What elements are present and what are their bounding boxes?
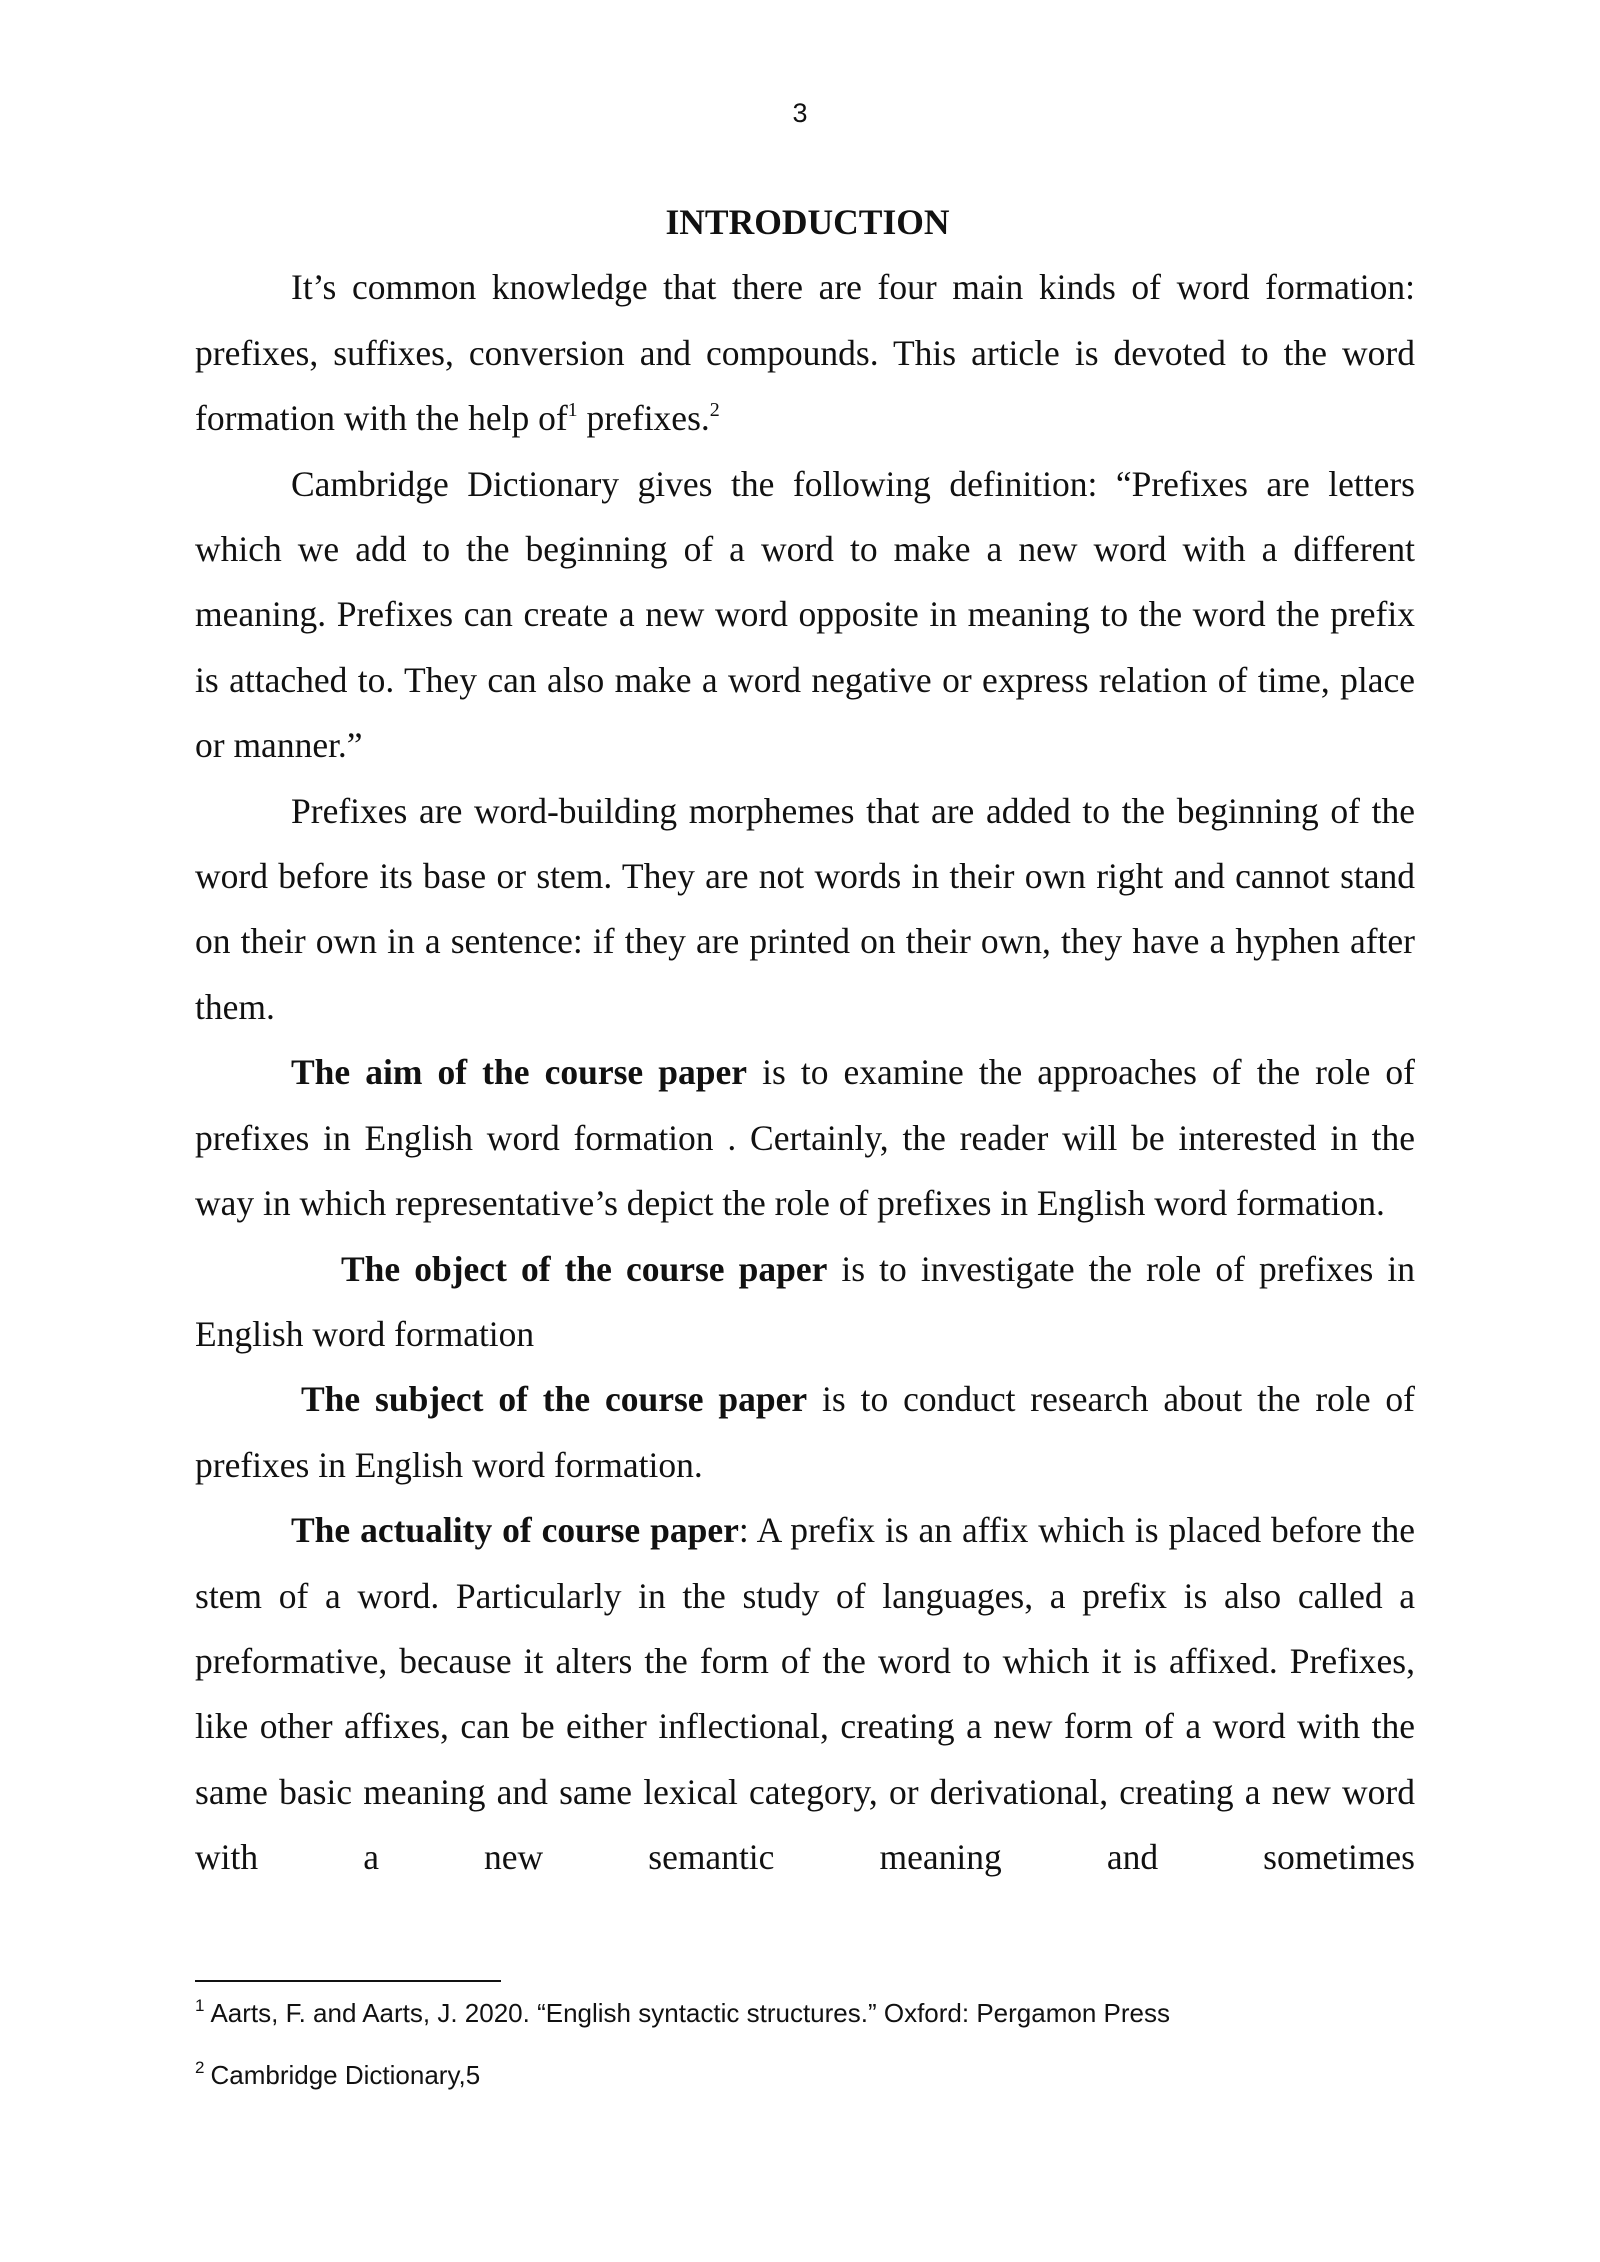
footnote-reference[interactable]: 1	[567, 399, 578, 422]
paragraph-actuality	[195, 1498, 1415, 1890]
paragraph-text: is to examine the approaches of the role of prefixes in English word formation . Certainly, the reader will be interested in the way in which representative’s depict the role of prefixes in English word formation.	[195, 1052, 1415, 1224]
footnote-separator	[195, 1980, 501, 1982]
footnote-text: Aarts, F. and Aarts, J. 2020. “English syntactic structures.” Oxford: Pergamon Press	[210, 1998, 1170, 2028]
paragraph-text: It’s common knowledge that there are four main kinds of word formation: prefixes, suffixes, conversion and compounds. This article is devoted to the word formation with the help of	[195, 267, 1415, 439]
paragraph-text: : A prefix is an affix which is placed before the stem of a word. Particularly in the study of languages, a prefix is also called a preformative, because it alters the form of the word to which it is affixed. Prefixes, like other affixes, can be either inflectional, creating a new form of a word with the same basic meaning and same lexical category, or derivational, creating a new word with a new semantic meaning and sometimes	[195, 1510, 1415, 1878]
paragraph-morphemes: Prefixes are word-building morphemes that are added to the beginning of the word before its base or stem. They are not words in their own right and cannot stand on their own in a sentence: if they are printed on their own, they have a hyphen after them.	[195, 790, 1415, 1027]
paragraph-lead-bold: The subject of the course paper	[301, 1379, 808, 1420]
paragraph-object	[195, 1237, 1415, 1368]
footnote-text: Cambridge Dictionary,5	[210, 2060, 481, 2090]
footnote-number: 1	[195, 1996, 205, 2015]
footnote-reference[interactable]: 2	[709, 399, 720, 422]
paragraph-aim	[195, 1040, 1415, 1236]
paragraph-subject	[195, 1367, 1415, 1498]
footnotes	[195, 1993, 1415, 2095]
paragraph-text: is to investigate the role of prefixes in English word formation	[195, 1248, 1415, 1354]
paragraph-lead-bold: The actuality of course paper	[291, 1510, 739, 1551]
section-heading: INTRODUCTION	[665, 202, 950, 242]
page-number: 3	[792, 98, 808, 128]
footnote-number: 2	[195, 2058, 205, 2077]
footnote	[195, 1993, 1415, 2033]
paragraph-lead-bold: The aim of the course paper	[291, 1052, 747, 1093]
paragraph-word-formation	[195, 255, 1415, 451]
paragraph-text: is to conduct research about the role of prefixes in English word formation.	[195, 1379, 1416, 1485]
body-text	[195, 190, 1415, 1891]
paragraph-definition: Cambridge Dictionary gives the following definition: “Prefixes are letters which we add to the beginning of a word to make a new word with a different meaning. Prefixes can create a new word opposite in meaning to the word the prefix is attached to. They can also make a word negative or express relation of time, place or manner.”	[195, 463, 1415, 766]
paragraph-text: prefixes.	[577, 398, 710, 439]
footnote	[195, 2055, 1415, 2095]
paragraph-lead-bold: The object of the course paper	[341, 1248, 828, 1289]
